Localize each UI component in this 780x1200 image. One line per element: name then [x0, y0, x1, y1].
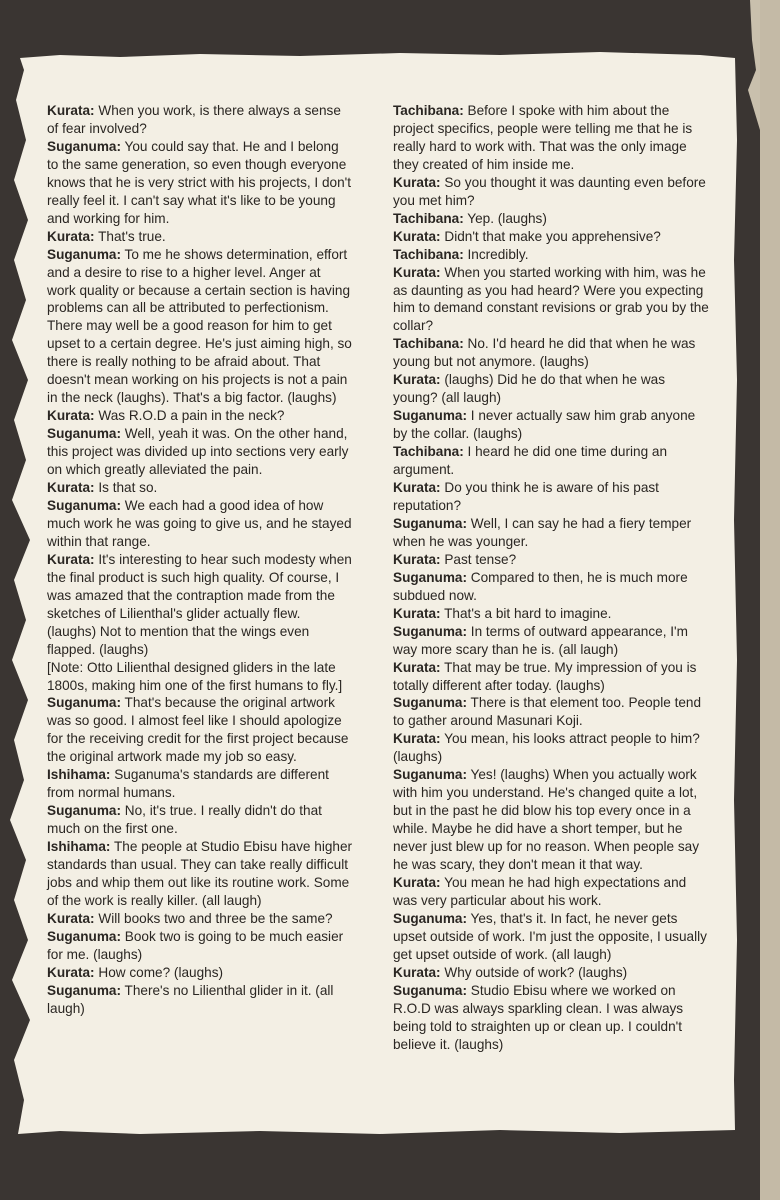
dialogue-text: I heard he did one time during an argument.: [393, 444, 668, 478]
right-column: [393, 102, 711, 1054]
dialogue-text: It's interesting to hear such modesty when the final product is such high quality. Of course, I was amazed that the contraption made from the sketches of Lilienthal's glider actually flew. (laughs) Not to mention that the wings even flapped. (laughs): [47, 551, 352, 657]
speaker-name: Kurata:: [47, 408, 95, 424]
dialogue-paragraph: [393, 479, 711, 515]
dialogue-text: The people at Studio Ebisu have higher standards than usual. They can take really difficult jobs and whip them out like its routine work. Some of the work is really killer. (all laugh): [47, 839, 353, 908]
speaker-name: Suganuma:: [393, 982, 468, 998]
dialogue-paragraph: [47, 551, 353, 659]
dialogue-paragraph: [47, 982, 353, 1018]
speaker-name: Tachibana:: [393, 444, 464, 460]
speaker-name: Suganuma:: [47, 246, 122, 262]
dialogue-text: There's no Lilienthal glider in it. (all laugh): [47, 982, 334, 1016]
dialogue-paragraph: [47, 659, 353, 695]
dialogue-paragraph: [393, 407, 711, 443]
dialogue-text: Yes! (laughs) When you actually work with him you understand. He's changed quite a lot, but in the past he did blow his top every once in a while. Maybe he did have a short temper, but he never just blew up for no reason. When people say he was scary, they don't mean it that way.: [393, 767, 700, 873]
dialogue-text: Well, I can say he had a fiery temper when he was younger.: [393, 515, 692, 549]
speaker-name: Suganuma:: [393, 515, 468, 531]
dialogue-text: Didn't that make you apprehensive?: [440, 228, 661, 244]
dialogue-paragraph: [393, 443, 711, 479]
dialogue-paragraph: [393, 694, 711, 730]
spine-edge: [760, 0, 780, 1200]
dialogue-text: So you thought it was daunting even before you met him?: [393, 174, 706, 208]
left-column: [47, 102, 353, 1018]
dialogue-text: You mean he had high expectations and was very particular about his work.: [393, 874, 687, 908]
speaker-name: Suganuma:: [393, 623, 468, 639]
speaker-name: Suganuma:: [393, 767, 468, 783]
speaker-name: Suganuma:: [47, 497, 122, 513]
dialogue-paragraph: [47, 138, 353, 228]
dialogue-text: Will books two and three be the same?: [94, 910, 333, 926]
dialogue-text: To me he shows determination, effort and a desire to rise to a higher level. Anger at work quality or because a certain section is having problems can all be attributed to perfectionism. There may well be a good reason for him to get upset to a certain degree. He's just aiming high, so there is really nothing to be afraid about. That doesn't mean working on his projects is not a pain in the neck (laughs). That's a big factor. (laughs): [47, 246, 352, 406]
speaker-name: Kurata:: [393, 228, 441, 244]
dialogue-text: Book two is going to be much easier for me. (laughs): [47, 928, 344, 962]
dialogue-text: We each had a good idea of how much work he was going to give us, and he stayed within that range.: [47, 497, 352, 549]
dialogue-text: Yes, that's it. In fact, he never gets upset outside of work. I'm just the opposite, I usually get upset outside of work. (all laugh): [393, 910, 707, 962]
dialogue-text: Compared to then, he is much more subdued now.: [393, 569, 688, 603]
dialogue-text: Well, yeah it was. On the other hand, this project was divided up into sections very early on which greatly alleviated the pain.: [47, 426, 349, 478]
dialogue-paragraph: [393, 874, 711, 910]
dialogue-paragraph: [47, 694, 353, 766]
speaker-name: Tachibana:: [393, 103, 464, 118]
speaker-name: Suganuma:: [393, 408, 468, 424]
speaker-name: Suganuma:: [393, 569, 468, 585]
dialogue-paragraph: [47, 497, 353, 551]
speaker-name: Suganuma:: [47, 426, 122, 442]
dialogue-paragraph: [47, 802, 353, 838]
dialogue-text: Before I spoke with him about the project specifics, people were telling me that he is really hard to work with. That was the only image they created of him inside me.: [393, 103, 693, 172]
dialogue-text: No, it's true. I really didn't do that much on the first one.: [47, 803, 322, 837]
dialogue-paragraph: [393, 910, 711, 964]
speaker-name: Tachibana:: [393, 336, 464, 352]
dialogue-paragraph: [393, 659, 711, 695]
dialogue-paragraph: [393, 515, 711, 551]
dialogue-paragraph: [47, 425, 353, 479]
dialogue-paragraph: [393, 335, 711, 371]
speaker-name: Ishihama:: [47, 839, 111, 855]
speaker-name: Suganuma:: [393, 695, 468, 711]
dialogue-text: That may be true. My impression of you is totally different after today. (laughs): [393, 659, 697, 693]
speaker-name: Suganuma:: [47, 138, 122, 154]
dialogue-paragraph: [47, 102, 353, 138]
dialogue-paragraph: [47, 838, 353, 910]
dialogue-text: In terms of outward appearance, I'm way more scary than he is. (all laugh): [393, 623, 688, 657]
dialogue-text: Past tense?: [440, 551, 517, 567]
speaker-name: Kurata:: [393, 605, 441, 621]
dialogue-text: How come? (laughs): [94, 964, 224, 980]
dialogue-text: That's because the original artwork was so good. I almost feel like I should apologize for the receiving credit for the first project because the original artwork made my job so easy.: [47, 695, 349, 765]
dialogue-paragraph: [393, 210, 711, 228]
dialogue-paragraph: [393, 569, 711, 605]
speaker-name: Suganuma:: [47, 695, 122, 711]
speaker-name: Kurata:: [47, 910, 95, 926]
dialogue-text: Incredibly.: [463, 246, 529, 262]
dialogue-text: You mean, his looks attract people to him? (laughs): [393, 731, 700, 765]
dialogue-paragraph: [47, 407, 353, 425]
dialogue-text: Why outside of work? (laughs): [440, 964, 628, 980]
speaker-name: Kurata:: [47, 480, 95, 496]
dialogue-text: When you work, is there always a sense of fear involved?: [47, 103, 341, 136]
dialogue-paragraph: [393, 246, 711, 264]
speaker-name: Kurata:: [393, 874, 441, 890]
dialogue-text: (laughs) Did he do that when he was young? (all laugh): [393, 372, 666, 406]
speaker-name: Kurata:: [393, 480, 441, 496]
dialogue-text: I never actually saw him grab anyone by the collar. (laughs): [393, 408, 696, 442]
speaker-name: Kurata:: [47, 551, 95, 567]
dialogue-paragraph: [47, 228, 353, 246]
speaker-name: Kurata:: [393, 264, 441, 280]
speaker-name: Kurata:: [393, 551, 441, 567]
speaker-name: Suganuma:: [47, 803, 122, 819]
dialogue-paragraph: [393, 102, 711, 174]
dialogue-paragraph: [47, 964, 353, 982]
speaker-name: Kurata:: [393, 174, 441, 190]
dialogue-paragraph: [393, 371, 711, 407]
speaker-name: Kurata:: [393, 659, 441, 675]
speaker-name: Kurata:: [47, 228, 95, 244]
dialogue-paragraph: [47, 910, 353, 928]
dialogue-paragraph: [393, 605, 711, 623]
dialogue-paragraph: [393, 982, 711, 1054]
dialogue-paragraph: [393, 228, 711, 246]
dialogue-text: Was R.O.D a pain in the neck?: [94, 408, 285, 424]
dialogue-paragraph: [393, 730, 711, 766]
dialogue-text: Do you think he is aware of his past reputation?: [393, 480, 659, 513]
speaker-name: Kurata:: [393, 964, 441, 980]
speaker-name: Ishihama:: [47, 767, 111, 783]
dialogue-paragraph: [393, 766, 711, 874]
dialogue-paragraph: [47, 928, 353, 964]
speaker-name: Kurata:: [47, 103, 95, 118]
dialogue-text: Studio Ebisu where we worked on R.O.D was always sparkling clean. I was always being told to straighten up or clean up. I couldn't believe it. (laughs): [393, 982, 684, 1052]
speaker-name: Suganuma:: [47, 982, 122, 998]
dialogue-paragraph: [47, 246, 353, 408]
speaker-name: Tachibana:: [393, 210, 464, 226]
dialogue-text: That's a bit hard to imagine.: [440, 605, 612, 621]
dialogue-paragraph: [393, 264, 711, 336]
dialogue-text: That's true.: [94, 228, 166, 244]
dialogue-paragraph: [47, 479, 353, 497]
speaker-name: Tachibana:: [393, 246, 464, 262]
dialogue-paragraph: [393, 623, 711, 659]
dialogue-text: Is that so.: [94, 480, 158, 496]
dialogue-text: There is that element too. People tend to gather around Masunari Koji.: [393, 695, 702, 729]
dialogue-text: Suganuma's standards are different from normal humans.: [47, 767, 329, 801]
dialogue-text: Yep. (laughs): [463, 210, 547, 226]
dialogue-paragraph: [393, 551, 711, 569]
dialogue-text: When you started working with him, was he as daunting as you had heard? Were you expecting him to demand constant revisions or grab you by the collar?: [393, 264, 709, 334]
speaker-name: Kurata:: [47, 964, 95, 980]
speaker-name: Suganuma:: [393, 910, 468, 926]
speaker-name: Suganuma:: [47, 928, 122, 944]
dialogue-text: [Note: Otto Lilienthal designed gliders in the late 1800s, making him one of the first humans to fly.]: [47, 659, 343, 693]
speaker-name: Kurata:: [393, 372, 441, 388]
dialogue-paragraph: [393, 964, 711, 982]
dialogue-paragraph: [393, 174, 711, 210]
dialogue-text: You could say that. He and I belong to the same generation, so even though everyone knows that he is very strict with his projects, I don't really feel it. I can't say what it's like to be young and working for him.: [47, 138, 352, 226]
dialogue-text: No. I'd heard he did that when he was young but not anymore. (laughs): [393, 336, 696, 370]
speaker-name: Kurata:: [393, 731, 441, 747]
dialogue-paragraph: [47, 766, 353, 802]
